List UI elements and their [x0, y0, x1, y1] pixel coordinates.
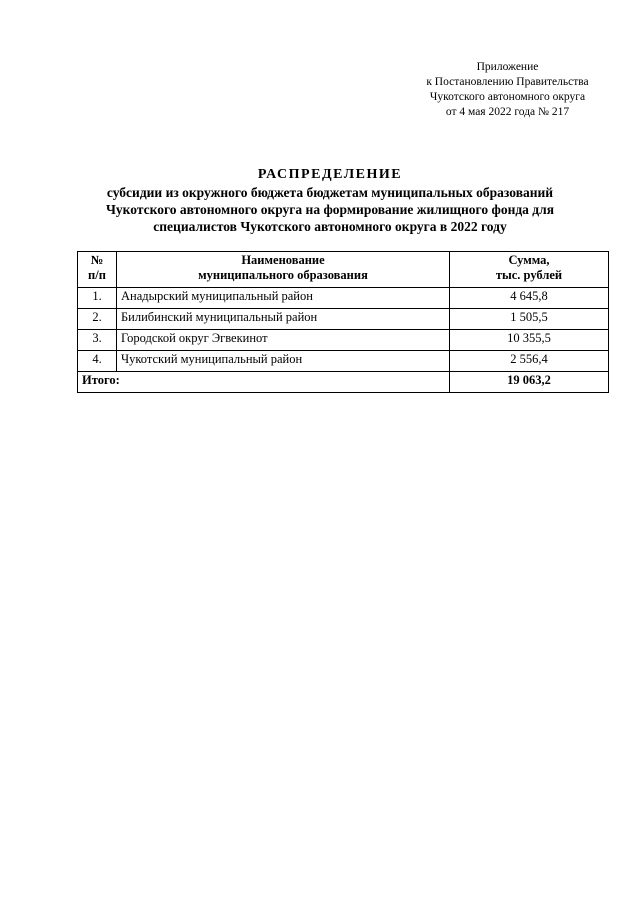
appendix-header — [395, 60, 620, 120]
table-header-row — [78, 252, 609, 288]
row-num: 3. — [78, 330, 117, 351]
document-title: РАСПРЕДЕЛЕНИЕ — [257, 167, 403, 182]
table-row — [78, 330, 609, 351]
row-sum: 2 556,4 — [450, 351, 609, 372]
row-name: Анадырский муниципальный район — [117, 288, 450, 309]
header-name — [117, 252, 450, 288]
header-sum — [450, 252, 609, 288]
table-row — [78, 351, 609, 372]
row-num: 4. — [78, 351, 117, 372]
row-name: Чукотский муниципальный район — [117, 351, 450, 372]
header-num-line: п/п — [88, 268, 106, 282]
distribution-table — [77, 251, 609, 393]
table-row — [78, 309, 609, 330]
row-num: 1. — [78, 288, 117, 309]
row-num: 2. — [78, 309, 117, 330]
header-name-line: Наименование — [241, 253, 325, 267]
header-name-line: муниципального образования — [198, 268, 368, 282]
row-sum: 1 505,5 — [450, 309, 609, 330]
subtitle-line: специалистов Чукотского автономного округа в 2022 году — [153, 219, 507, 234]
document-subtitle — [60, 184, 600, 235]
appendix-line: Чукотского автономного округа — [429, 91, 586, 103]
appendix-line: от 4 мая 2022 года № 217 — [445, 106, 570, 118]
header-sum-line: тыс. рублей — [495, 268, 563, 282]
table-total-row — [78, 372, 609, 393]
header-num — [78, 252, 117, 288]
document-title-block — [60, 166, 600, 235]
subtitle-line: Чукотского автономного округа на формирование жилищного фонда для — [105, 202, 555, 217]
row-sum: 4 645,8 — [450, 288, 609, 309]
row-name: Городской округ Эгвекинот — [117, 330, 450, 351]
appendix-line: к Постановлению Правительства — [426, 76, 589, 88]
header-sum-line: Сумма, — [508, 253, 550, 267]
total-sum: 19 063,2 — [450, 372, 609, 393]
subtitle-line: субсидии из окружного бюджета бюджетам муниципальных образований — [106, 185, 554, 200]
row-sum: 10 355,5 — [450, 330, 609, 351]
table-row — [78, 288, 609, 309]
appendix-line: Приложение — [476, 61, 539, 73]
header-num-line: № — [90, 253, 104, 267]
total-label: Итого: — [78, 372, 450, 393]
row-name: Билибинский муниципальный район — [117, 309, 450, 330]
